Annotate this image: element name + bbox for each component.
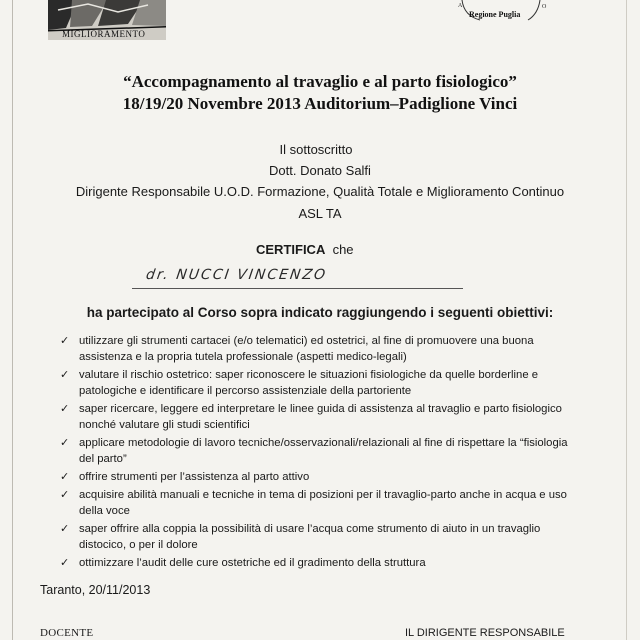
place-date: Taranto, 20/11/2013 [40,583,151,597]
objective-text: acquisire abilità manuali e tecniche in tema di posizioni per il travaglio-parto anche in acqua e uso della voce [79,489,567,517]
objective-item [60,469,580,485]
svg-text:A: A [458,3,463,9]
checkmark-icon: ✓ [60,369,70,381]
objective-text: offrire strumenti per l’assistenza al parto attivo [79,471,310,483]
dirigente-label: IL DIRIGENTE RESPONSABILE [405,627,565,639]
signatory-role: Dirigente Responsabile U.O.D. Formazione, Qualità Totale e Miglioramento Continuo [75,184,565,199]
checkmark-icon: ✓ [60,335,70,347]
signatory-name: Dott. Donato Salfi [269,163,371,178]
signatory-org: ASL TA [298,206,342,221]
checkmark-icon: ✓ [60,437,70,449]
certifica-keyword: CERTIFICA [256,242,326,257]
objective-item [60,555,580,571]
regione-puglia-seal [454,0,554,24]
objective-text: ottimizzare l’audit delle cure ostetriche ed il gradimento della struttura [79,557,426,569]
course-dates-venue: 18/19/20 Novembre 2013 Auditorium–Padiglione Vinci [122,94,518,113]
objective-item [60,521,580,553]
certifica-connector: che [332,242,354,257]
miglioramento-logo [48,0,166,40]
objective-text: saper ricercare, leggere ed interpretare le linee guida di assistenza al travaglio e parto fisiologico nonché valutare gli studi scientifici [79,403,562,431]
checkmark-icon: ✓ [60,557,70,569]
signatory-intro: Il sottoscritto [279,142,353,157]
recipient-underline [132,288,463,289]
certifica-heading [256,242,354,257]
objective-text: valutare il rischio ostetrico: saper riconoscere le situazioni fisiologiche da quelle borderline e patologiche e identificare il percorso assistenziale della partoriente [79,369,539,397]
objective-text: utilizzare gli strumenti cartacei (e/o telematici) ed ostetrici, al fine di promuovere una buona assistenza e la propria tutela professionale (aspetti medico-legali) [79,335,534,363]
objective-item [60,435,580,467]
svg-text:O: O [542,4,547,10]
checkmark-icon: ✓ [60,523,70,535]
objective-text: applicare metodologie di lavoro tecniche/osservazionali/relazionali al fine di rispettare la “fisiologia del parto” [79,437,568,465]
objective-item [60,367,580,399]
seal-text: Regione Puglia [469,10,521,19]
objective-item [60,487,580,519]
checkmark-icon: ✓ [60,471,70,483]
docente-label: DOCENTE [40,627,94,639]
checkmark-icon: ✓ [60,489,70,501]
objective-item [60,333,580,365]
objective-item [60,401,580,433]
course-title: “Accompagnamento al travaglio e al parto fisiologico” [123,72,517,91]
checkmark-icon: ✓ [60,403,70,415]
objective-text: saper offrire alla coppia la possibilità di usare l’acqua come strumento di aiuto in un travaglio distocico, o per il dolore [79,523,541,551]
recipient-name: dr. NUCCI VINCENZO [144,267,329,283]
participation-statement: ha partecipato al Corso sopra indicato raggiungendo i seguenti obiettivi: [86,305,554,320]
objectives-list [60,333,580,573]
logo-text: MIGLIORAMENTO [62,29,146,39]
